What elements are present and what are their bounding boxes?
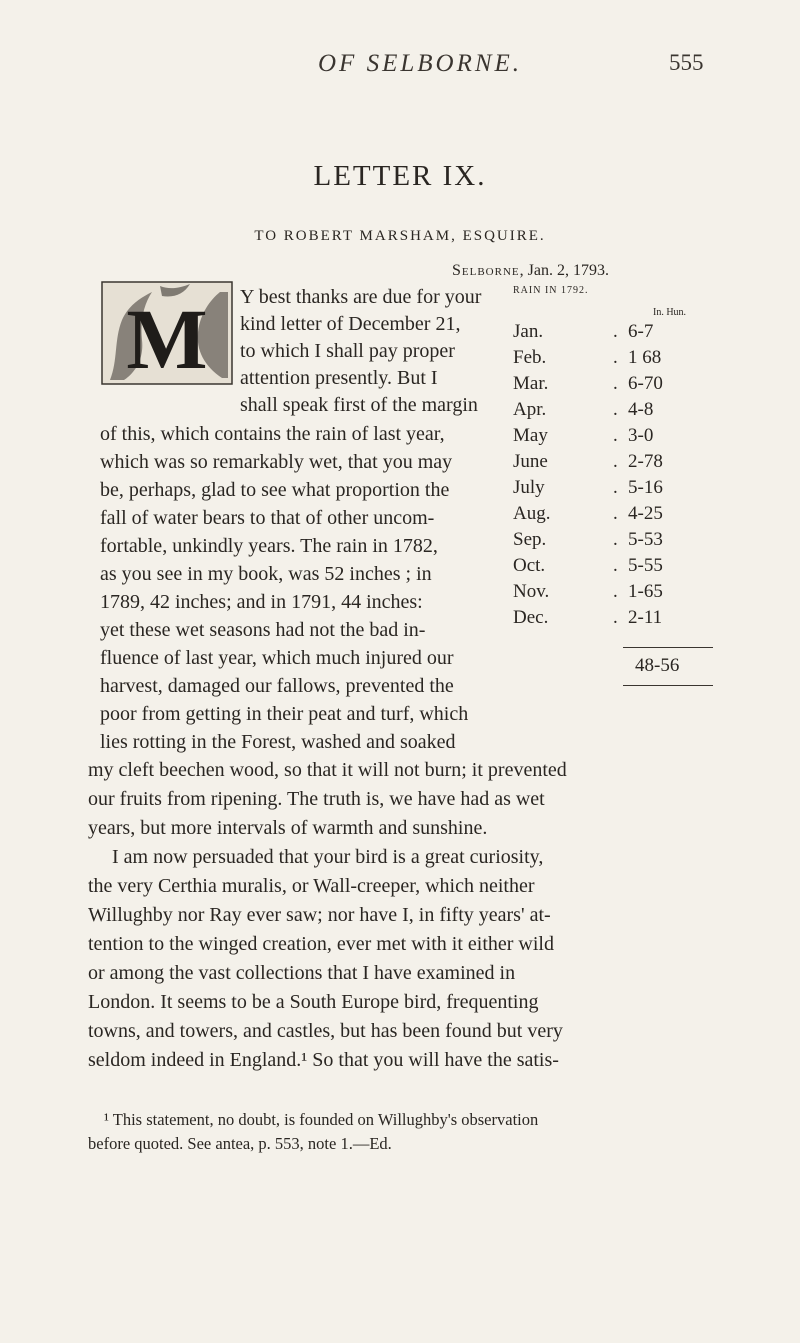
rain-table-unit: In. Hun. [653,307,687,318]
rain-month: May [513,425,548,446]
leader-dot: . [613,607,618,628]
rain-value: 5-16 [628,477,663,498]
leader-dot: . [613,555,618,576]
body-line: poor from getting in their peat and turf, which [100,703,469,725]
body-line: 1789, 42 inches; and in 1791, 44 inches: [100,591,423,613]
body-line: be, perhaps, glad to see what proportion the [100,479,450,501]
body-line: lies rotting in the Forest, washed and soaked [100,731,456,753]
leader-dot: . [613,581,618,602]
body-line: shall speak first of the margin [240,394,478,416]
body-line: harvest, damaged our fallows, prevented the [100,675,454,697]
rain-month: Feb. [513,347,547,368]
rain-month: Aug. [513,503,551,524]
leader-dot: . [613,529,618,550]
footnote-line: ¹ This statement, no doubt, is founded on Willughby's observation [104,1110,539,1129]
dropcap-letter: M [126,291,208,386]
body-line: the very Certhia muralis, or Wall-creeper, which neither [88,875,535,897]
rain-month: Oct. [513,555,546,576]
body-line: Y best thanks are due for your [240,286,482,308]
body-line: tention to the winged creation, ever met with it either wild [88,933,554,955]
page-number: 555 [669,50,704,75]
body-line: of this, which contains the rain of last year, [100,423,445,445]
body-line: years, but more intervals of warmth and sunshine. [88,817,488,839]
rain-table-heading: RAIN IN 1792. [513,285,589,296]
body-line: which was so remarkably wet, that you may [100,451,453,473]
rain-month: Sep. [513,529,547,550]
rain-month: July [513,477,545,498]
leader-dot: . [613,477,618,498]
rain-value: 5-55 [628,555,663,576]
body-line: attention presently. But I [240,367,438,389]
rain-month: Dec. [513,607,549,628]
ornamental-initial-icon [100,280,234,386]
rain-value: 3-0 [628,425,654,446]
rain-value: 2-78 [628,451,663,472]
rain-value: 4-25 [628,503,663,524]
leader-dot: . [613,425,618,446]
leader-dot: . [613,503,618,524]
body-line: seldom indeed in England.¹ So that you will have the satis- [88,1049,559,1071]
rain-month: Jan. [513,321,544,342]
rain-month: June [513,451,548,472]
sum-rule [623,647,713,648]
leader-dot: . [613,373,618,394]
footnote-line: before quoted. See antea, p. 553, note 1.—Ed. [88,1134,392,1153]
body-line: or among the vast collections that I have examined in [88,962,516,984]
running-title: OF SELBORNE. [318,50,523,77]
rain-month: Mar. [513,373,549,394]
letter-title: LETTER IX. [313,160,487,192]
rain-total: 48-56 [635,655,680,676]
addressee-line: TO ROBERT MARSHAM, ESQUIRE. [254,228,546,244]
rain-value: 1-65 [628,581,663,602]
body-line: to which I shall pay proper [240,340,455,362]
body-line: Willughby nor Ray ever saw; nor have I, in fifty years' at- [88,904,551,926]
body-line: fortable, unkindly years. The rain in 1782, [100,535,438,557]
rain-value: 2-11 [628,607,663,628]
rain-value: 4-8 [628,399,654,420]
body-line: London. It seems to be a South Europe bird, frequenting [88,991,539,1013]
body-line: towns, and towers, and castles, but has been found but very [88,1020,563,1042]
total-rule [623,685,713,686]
leader-dot: . [613,321,618,342]
body-line: as you see in my book, was 52 inches ; in [100,563,432,585]
body-line: I am now persuaded that your bird is a great curiosity, [112,846,544,868]
rain-month: Nov. [513,581,550,602]
rain-value: 5-53 [628,529,663,550]
body-line: fluence of last year, which much injured our [100,647,454,669]
body-line: kind letter of December 21, [240,313,461,335]
rain-value: 6-70 [628,373,663,394]
body-line: fall of water bears to that of other uncom- [100,507,435,529]
dateline [452,262,609,280]
leader-dot: . [613,451,618,472]
body-line: my cleft beechen wood, so that it will not burn; it prevented [88,759,567,781]
rain-value: 1 68 [628,347,662,368]
rain-value: 6-7 [628,321,654,342]
rain-month: Apr. [513,399,547,420]
body-line: yet these wet seasons had not the bad in- [100,619,426,641]
dateline-date: , Jan. 2, 1793. [519,262,609,279]
dateline-place: Selborne [452,262,520,279]
body-line: our fruits from ripening. The truth is, we have had as wet [88,788,545,810]
leader-dot: . [613,347,618,368]
leader-dot: . [613,399,618,420]
